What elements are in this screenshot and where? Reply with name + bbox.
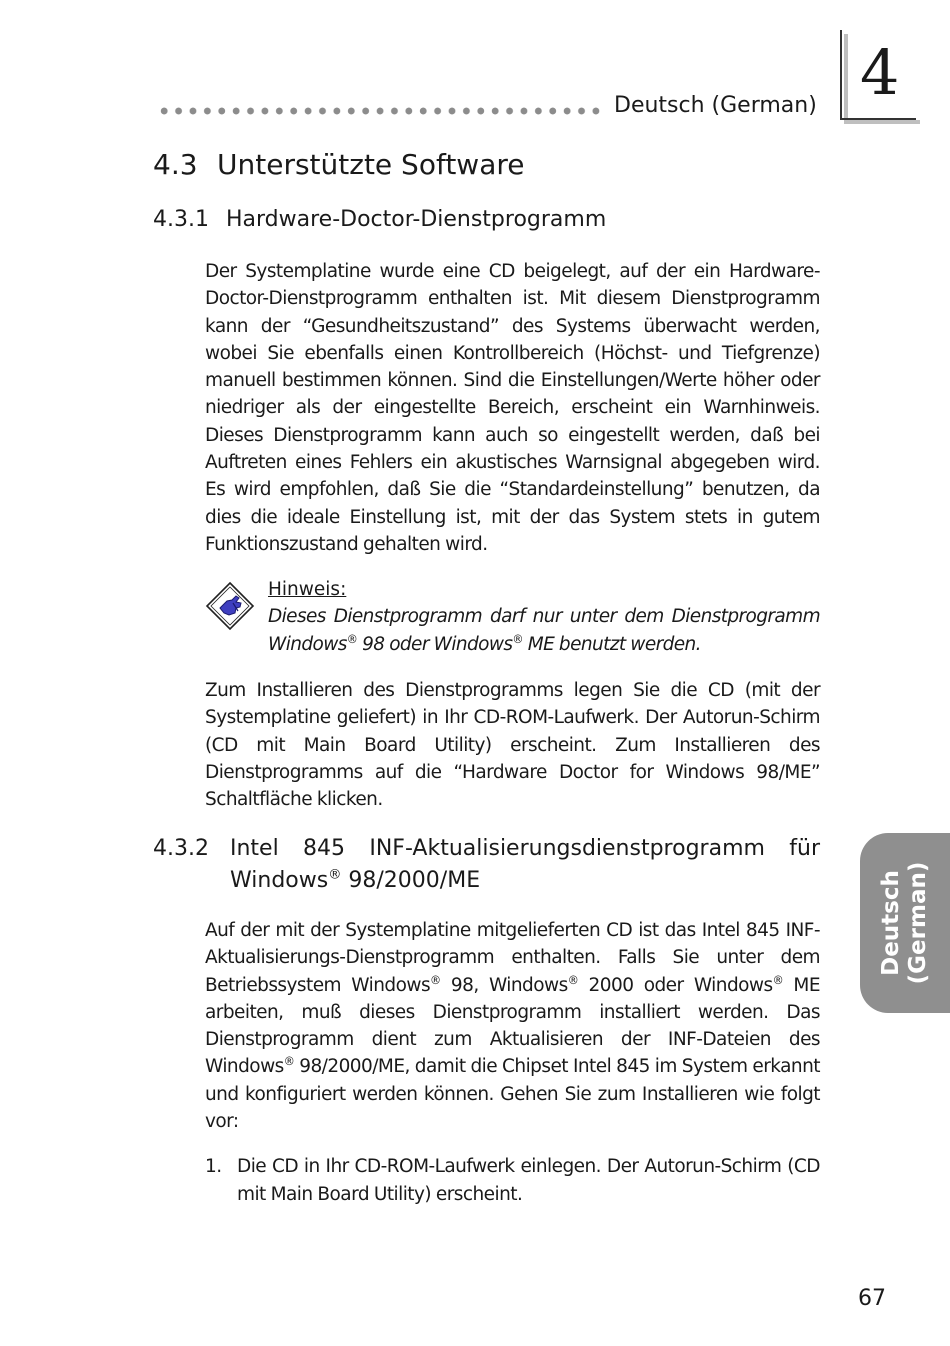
section-heading: [153, 148, 524, 181]
chapter-marker: [840, 30, 920, 124]
side-tab-line2: (German): [905, 861, 931, 985]
subsection-2-title-line2: [230, 865, 480, 897]
note-hand-icon: [205, 581, 255, 631]
subsection-2-title-windows: Windows: [230, 868, 329, 893]
chapter-shadow-horizontal: [844, 120, 920, 124]
inf-paragraph-part-c: 2000 oder Windows: [578, 974, 773, 996]
inf-paragraph-part-b: 98, Windows: [440, 974, 568, 996]
side-tab-line1: Deutsch: [878, 870, 904, 976]
subsection-2-number: 4.3.2: [153, 836, 209, 861]
hardware-doctor-paragraph: Der Systemplatine wurde eine CD beigelegt, auf der ein Hardware-Doctor-Dienstprogramm enthalten ist. Mit diesem Dienstprogramm kann der “Gesundheitszustand” des Systems überwacht werden, wobei Sie ebenfalls einen Kontrollbereich (Höchst- und Tiefgrenze) manuell bestimmen können. Sind die Einstellungen/Werte höher oder niedriger als der eingestellte Bereich, erscheint ein Warnhinweis. Dieses Dienstprogramm kann auch so eingestellt werden, daß bei Auftreten eines Fehlers ein akustisches Warnsignal abgegeben wird. Es wird empfohlen, daß Sie die “Standardeinstellung” benutzen, da dies die ideale Einstellung ist, mit der das System stets in gutem Funktionszustand gehalten wird.: [205, 261, 820, 555]
note-reg-mark-2: ®: [512, 632, 523, 646]
subsection-2-title-versions: 98/2000/ME: [341, 868, 481, 893]
note-title: Hinweis:: [268, 579, 347, 600]
inf-paragraph-part-a: Auf der mit der Systemplatine mitgelieferten CD ist das Intel 845 INF-Aktualisierungs-Dienstprogramm enthalten. Falls Sie unter dem Betriebssystem Windows: [205, 920, 820, 996]
inf-update-paragraph: [205, 917, 820, 1135]
chapter-line-vertical: [840, 30, 842, 120]
list-item-marker: 1.: [205, 1156, 222, 1177]
subsection-1-title: Hardware-Doctor-Dienstprogramm: [226, 207, 607, 232]
install-paragraph: Zum Installieren des Dienstprogramms legen Sie die CD (mit der Systemplatine geliefert) in Ihr CD-ROM-Laufwerk. Der Autorun-Schirm (CD mit Main Board Utility) erscheint. Zum Installieren des Dienstprogramms auf die “Hardware Doctor for Windows 98/ME” Schaltfläche klicken.: [205, 680, 820, 811]
list-item-text: Die CD in Ihr CD-ROM-Laufwerk einlegen. Der Autorun-Schirm (CD mit Main Board Utility) erscheint.: [237, 1156, 820, 1205]
chapter-shadow-vertical: [844, 34, 848, 124]
inf-reg-mark-3: ®: [772, 973, 784, 987]
side-tab-label: [878, 862, 932, 985]
subsection-1-heading: [153, 207, 606, 232]
inf-reg-mark-1: ®: [430, 973, 441, 987]
subsection-1-number: 4.3.1: [153, 207, 209, 232]
note-text-windows: Windows: [268, 634, 347, 655]
chapter-number: 4: [860, 36, 900, 109]
inf-paragraph-part-e: 98/2000/ME, damit die Chipset Intel 845 im System erkannt und konfiguriert werden können. Gehen Sie zum Installieren wie folgt vor:: [205, 1056, 820, 1133]
note-text: [268, 603, 820, 659]
list-item: [205, 1153, 820, 1209]
header-dot-leader: [157, 105, 602, 117]
page-number: 67: [858, 1286, 886, 1311]
header-language-label: Deutsch (German): [614, 93, 817, 118]
language-side-tab: [860, 833, 950, 1013]
note-text-line1: Dieses Dienstprogramm darf nur unter dem Dienstprogramm: [268, 606, 820, 627]
note-reg-mark-1: ®: [346, 632, 358, 646]
note-text-me: ME benutzt werden.: [522, 634, 701, 655]
section-title: Unterstützte Software: [217, 148, 525, 181]
inf-paragraph-part-d: ME arbeiten, muß dieses Dienstprogramm installiert werden. Das Dienstprogramm dient zum Aktualisieren der INF-Dateien des Windows: [205, 974, 820, 1078]
inf-reg-mark-4: ®: [283, 1055, 295, 1069]
subsection-2-reg-mark: ®: [328, 867, 342, 883]
note-text-windows-98: 98 oder Windows: [357, 634, 513, 655]
section-number: 4.3: [153, 148, 198, 181]
chapter-line-horizontal: [840, 118, 916, 120]
inf-reg-mark-2: ®: [567, 973, 579, 987]
subsection-2-title-line1: Intel 845 INF-Aktualisierungsdienstprogramm für: [230, 836, 820, 861]
